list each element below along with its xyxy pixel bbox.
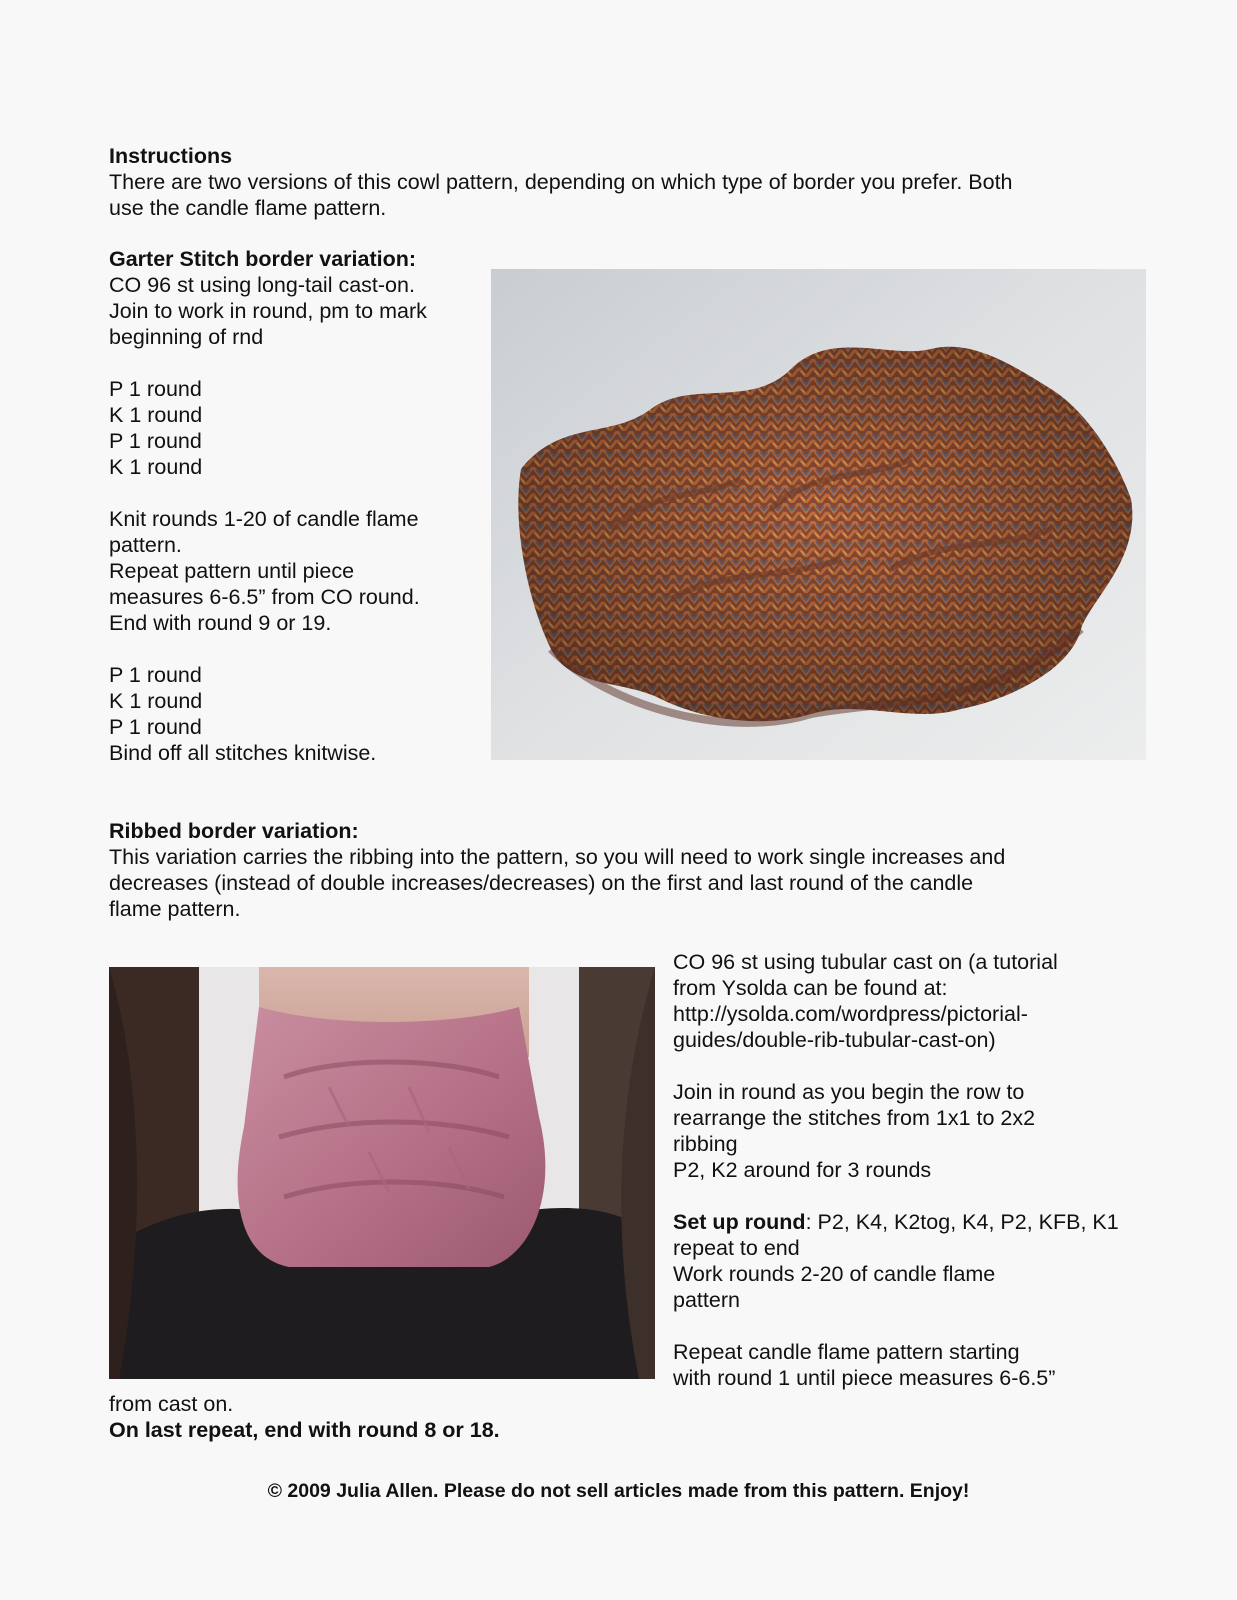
setup-round-line	[673, 1209, 1133, 1235]
ribbed-join-line: P2, K2 around for 3 rounds	[673, 1158, 932, 1182]
ysolda-tutorial-link: guides/double-rib-tubular-cast-on)	[673, 1028, 996, 1052]
spacer	[673, 1053, 1133, 1079]
ribbed-intro-line: flame pattern.	[109, 897, 241, 921]
setup-round-text: : P2, K4, K2tog, K4, P2, KFB, K1	[805, 1210, 1119, 1234]
ribbed-intro-line: decreases (instead of double increases/decreases) on the first and last round of the candle	[109, 871, 974, 895]
garter-bind-off-line: Bind off all stitches knitwise.	[109, 741, 377, 765]
ribbed-cast-on-line: from Ysolda can be found at:	[673, 976, 948, 1000]
ribbed-tail-line: from cast on.	[109, 1392, 234, 1416]
worn-cowl-photo	[109, 967, 655, 1379]
ribbed-intro-paragraph	[109, 844, 1109, 922]
repeat-line: with round 1 until piece measures 6-6.5”	[673, 1366, 1056, 1390]
intro-line: There are two versions of this cowl pattern, depending on which type of border you prefer. Both	[109, 170, 1013, 194]
spacer	[109, 350, 479, 376]
ribbed-cast-on-line: CO 96 st using tubular cast on (a tutorial	[673, 950, 1058, 974]
garter-round-line: K 1 round	[109, 689, 203, 713]
copyright-footer: © 2009 Julia Allen. Please do not sell articles made from this pattern. Enjoy!	[267, 1480, 970, 1502]
garter-heading: Garter Stitch border variation:	[109, 247, 417, 271]
intro-line: use the candle flame pattern.	[109, 196, 387, 220]
ribbed-tail	[109, 1391, 500, 1443]
spacer	[109, 480, 479, 506]
spacer	[673, 1183, 1133, 1209]
cowl-photo	[491, 269, 1146, 760]
ribbed-join-line: ribbing	[673, 1132, 738, 1156]
ysolda-tutorial-link: http://ysolda.com/wordpress/pictorial-	[673, 1002, 1028, 1026]
setup-round-label: Set up round	[673, 1210, 806, 1234]
garter-pattern-line: Knit rounds 1-20 of candle flame	[109, 507, 419, 531]
garter-round-line: P 1 round	[109, 715, 202, 739]
setup-line: pattern	[673, 1288, 740, 1312]
ribbed-join-line: Join in round as you begin the row to	[673, 1080, 1025, 1104]
garter-round-line: P 1 round	[109, 429, 202, 453]
ribbed-heading: Ribbed border variation:	[109, 819, 359, 843]
garter-cast-on-line: CO 96 st using long-tail cast-on.	[109, 273, 415, 297]
garter-cast-on-line: Join to work in round, pm to mark	[109, 299, 427, 323]
garter-cast-on-line: beginning of rnd	[109, 325, 264, 349]
last-repeat-note: On last repeat, end with round 8 or 18.	[109, 1418, 500, 1442]
garter-pattern-line: End with round 9 or 19.	[109, 611, 332, 635]
setup-line: Work rounds 2-20 of candle flame	[673, 1262, 996, 1286]
spacer	[673, 1313, 1133, 1339]
ribbed-instructions	[673, 949, 1133, 1391]
setup-line: repeat to end	[673, 1236, 800, 1260]
ribbed-join-line: rearrange the stitches from 1x1 to 2x2	[673, 1106, 1036, 1130]
cowl-photo-image	[491, 269, 1146, 760]
spacer	[109, 636, 479, 662]
garter-round-line: P 1 round	[109, 377, 202, 401]
ribbed-intro-line: This variation carries the ribbing into the pattern, so you will need to work single increases and	[109, 845, 1006, 869]
garter-pattern-line: pattern.	[109, 533, 182, 557]
garter-pattern-line: measures 6-6.5” from CO round.	[109, 585, 420, 609]
repeat-line: Repeat candle flame pattern starting	[673, 1340, 1020, 1364]
garter-section	[109, 246, 479, 766]
worn-cowl-photo-image	[109, 967, 655, 1379]
garter-round-line: K 1 round	[109, 455, 203, 479]
garter-round-line: P 1 round	[109, 663, 202, 687]
garter-round-line: K 1 round	[109, 403, 203, 427]
garter-pattern-line: Repeat pattern until piece	[109, 559, 355, 583]
intro-paragraph	[109, 169, 1109, 221]
instructions-heading: Instructions	[109, 144, 233, 168]
